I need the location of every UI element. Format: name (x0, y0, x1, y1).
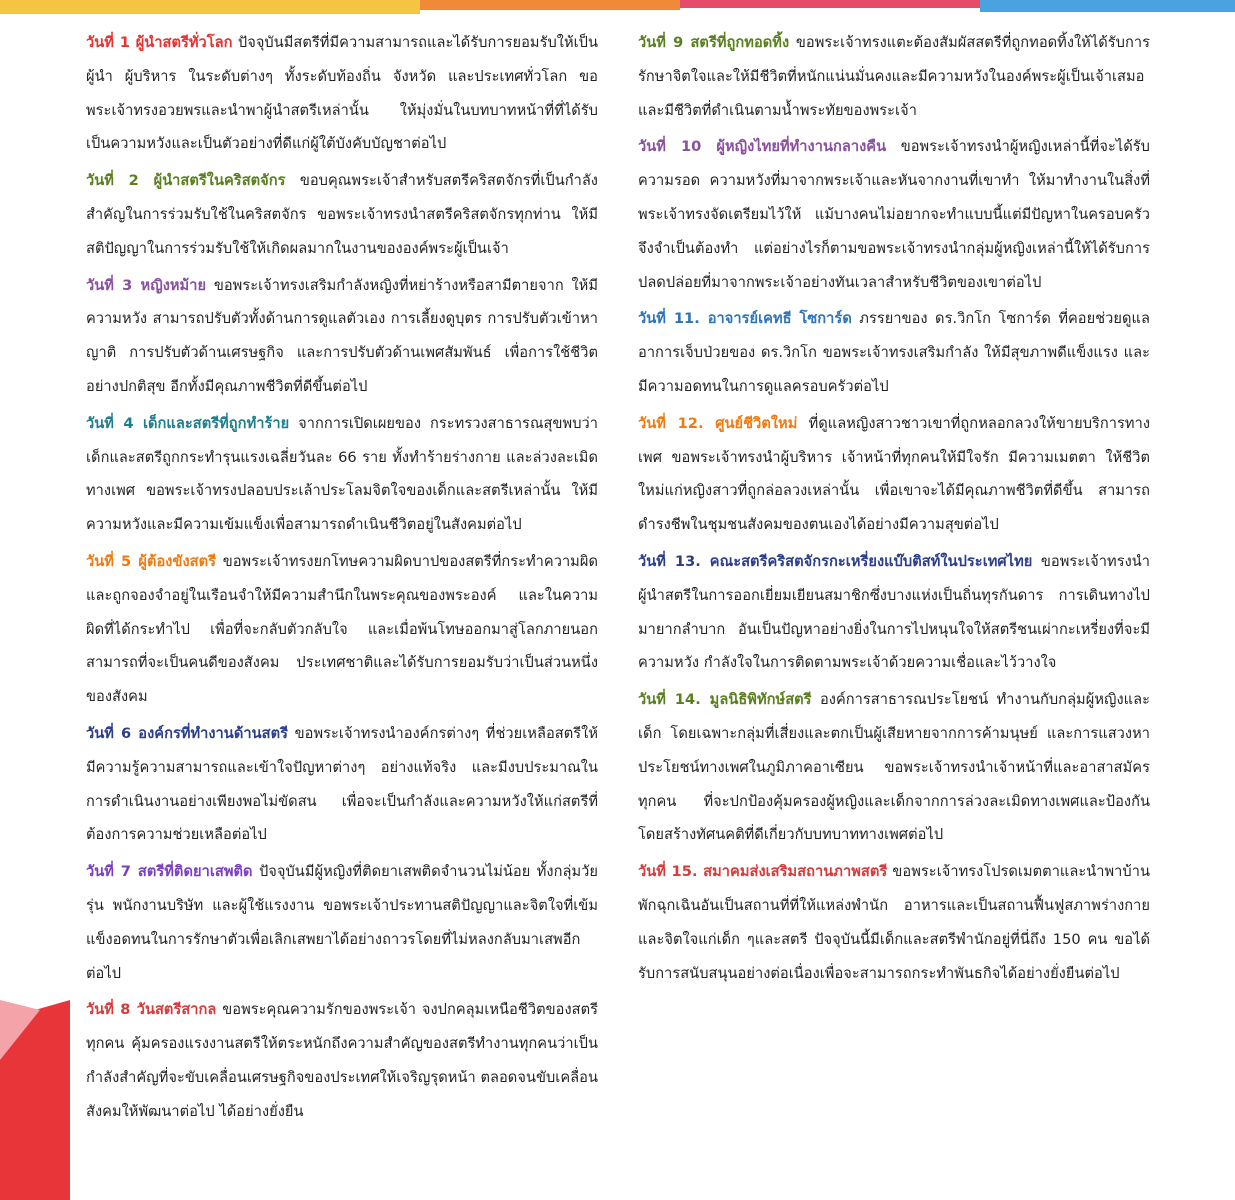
prayer-entry-day-10 (638, 130, 1150, 299)
prayer-entry-day-14 (638, 683, 1150, 852)
entry-title: วันที่ 4 เด็กและสตรีที่ถูกทำร้าย (86, 414, 290, 432)
entry-body: ขอพระเจ้าทรงเสริมกำลังหญิงที่หย่าร้างหรือสามีตายจาก ให้มีความหวัง สามารถปรับตัวทั้งด้านการดูแลตัวเอง การเลี้ยงดูบุตร การปรับตัวเข้าหาญาติ การปรับตัวด้านเศรษฐกิจ และการปรับตัวด้านเพศสัมพันธ์ เพื่อการใช้ชีวิตอย่างปกติสุข อีกทั้งมีคุณภาพชีวิตที่ดีขึ้นต่อไป (86, 276, 598, 395)
entry-body: ขอพระเจ้าทรงยกโทษความผิดบาปของสตรีที่กระทำความผิดและถูกจองจำอยู่ในเรือนจำให้มีความสำนึกในพระคุณของพระองค์ และในความผิดที่ได้กระทำไป เพื่อที่จะกลับตัวกลับใจ และเมื่อพ้นโทษออกมาสู่โลกภายนอก สามารถที่จะเป็นคนดีของสังคม ประเทศชาติและได้รับการยอมรับว่าเป็นส่วนหนึ่งของสังคม (86, 552, 598, 706)
entry-body: ขอพระเจ้าทรงนำองค์กรต่างๆ ที่ช่วยเหลือสตรีให้มีความรู้ความสามารถและเข้าใจปัญหาต่างๆ อย่างแท้จริง และมีงบประมาณในการดำเนินงานอย่างเพียงพอไม่ขัดสน เพื่อจะเป็นกำลังและความหวังให้แก่สตรีที่ต้องการความช่วยเหลือต่อไป (86, 724, 599, 844)
prayer-entry-day-12 (638, 407, 1150, 542)
entry-title: วันที่ 14. มูลนิธิพิทักษ์สตรี (638, 691, 812, 709)
prayer-entry-day-1 (86, 26, 598, 161)
entry-title: วันที่ 3 หญิงหม้าย (86, 276, 207, 294)
prayer-entry-day-11 (638, 302, 1150, 403)
entry-title: วันที่ 11. อาจารย์เคทธี โซการ์ด (638, 310, 852, 328)
entry-title: วันที่ 10 ผู้หญิงไทยที่ทำงานกลางคืน (638, 138, 887, 156)
prayer-entry-day-7 (86, 855, 598, 990)
entry-body: ปัจจุบันมีสตรีที่มีความสามารถและได้รับการยอมรับให้เป็นผู้นำ ผู้บริหาร ในระดับต่างๆ ทั้งระดับท้องถิ่น จังหวัด และประเทศทั่วโลก ขอพระเจ้าทรงอวยพรและนำพาผู้นำสตรีเหล่านั้น ให้มุ่งมั่นในบทบาทหน้าที่ที่ได้รับ เป็นความหวังและเป็นตัวอย่างที่ดีแก่ผู้ใต้บังคับบัญชาต่อไป (86, 34, 598, 153)
entry-body: ขอพระเจ้าทรงแตะต้องสัมผัสสตรีที่ถูกทอดทิ้งให้ได้รับการรักษาจิตใจและให้มีชีวิตที่หนักแน่นมั่นคงและมีความหวังในองค์พระผู้เป็นเจ้าเสมอ และมีชีวิตที่ดำเนินตามน้ำพระทัยของพระเจ้า (638, 34, 1150, 119)
entry-title: วันที่ 1 ผู้นำสตรีทั่วโลก (86, 34, 233, 51)
left-column (86, 26, 598, 1132)
entry-body: ปัจจุบันมีผู้หญิงที่ติดยาเสพติดจำนวนไม่น้อย ทั้งกลุ่มวัยรุ่น พนักงานบริษัท และผู้ใช้แรงงาน ขอพระเจ้าประทานสติปัญญาและจิตใจที่เข้มแข็งอดทนในการรักษาตัวเพื่อเลิกเสพยาได้อย่างถาวรโดยที่ไม่หลงกลับมาเสพอีกต่อไป (86, 863, 598, 982)
entry-body: ภรรยาของ ดร.วิกโก โซการ์ด ที่คอยช่วยดูแลอาการเจ็บป่วยของ ดร.วิกโก ขอพระเจ้าทรงเสริมกำลัง ให้มีสุขภาพดีแข็งแรง และมีความอดทนในการดูแลครอบครัวต่อไป (638, 310, 1150, 395)
prayer-entry-day-5 (86, 545, 598, 714)
prayer-entry-day-2 (86, 164, 598, 265)
entry-body: องค์การสาธารณประโยชน์ ทำงานกับกลุ่มผู้หญิงและเด็ก โดยเฉพาะกลุ่มที่เสี่ยงและตกเป็นผู้เสียหายจากการค้ามนุษย์ และการแสวงหาประโยชน์ทางเพศในภูมิภาคอาเซียน ขอพระเจ้าทรงนำเจ้าหน้าที่และอาสาสมัครทุกคน ที่จะปกป้องคุ้มครองผู้หญิงและเด็กจากการล่วงละเมิดทางเพศและป้องกัน โดยสร้างทัศนคติที่ดีเกี่ยวกับบทบาททางเพศต่อไป (638, 691, 1150, 844)
prayer-entry-day-13 (638, 545, 1150, 680)
prayer-entry-day-9 (638, 26, 1150, 127)
entry-body: ขอพระเจ้าทรงนำผู้หญิงเหล่านี้ที่จะได้รับความรอด ความหวังที่มาจากพระเจ้าและหันจากงานที่เขาทำ ให้มาทำงานในสิ่งที่พระเจ้าทรงจัดเตรียมไว้ให้ แม้บางคนไม่อยากจะทำแบบนี้แต่มีปัญหาในครอบครัวจึงจำเป็นต้องทำ แต่อย่างไรก็ตามขอพระเจ้าทรงนำกลุ่มผู้หญิงเหล่านี้ให้ได้รับการปลดปล่อยที่มาจากพระเจ้าอย่างทันเวลาสำหรับชีวิตของเขาต่อไป (638, 138, 1150, 291)
entry-title: วันที่ 9 สตรีที่ถูกทอดทิ้ง (638, 34, 790, 51)
entry-title: วันที่ 6 องค์กรที่ทำงานด้านสตรี (86, 724, 289, 742)
right-column (638, 26, 1150, 993)
entry-body: ขอบคุณพระเจ้าสำหรับสตรีคริสตจักรที่เป็นกำลังสำคัญในการร่วมรับใช้ในคริสตจักร ขอพระเจ้าทรงนำสตรีคริสตจักรทุกท่าน ให้มีสติปัญญาในการร่วมรับใช้ให้เกิดผลมากในงานขององค์พระผู้เป็นเจ้า (86, 172, 598, 257)
entry-title: วันที่ 2 ผู้นำสตรีในคริสตจักร (86, 172, 286, 190)
entry-title: วันที่ 5 ผู้ต้องขังสตรี (86, 552, 217, 570)
entry-body: จากการเปิดเผยของ กระทรวงสาธารณสุขพบว่า เด็กและสตรีถูกกระทำรุนแรงเฉลี่ยวันละ 66 ราย ทั้งทำร้ายร่างกาย และล่วงละเมิดทางเพศ ขอพระเจ้าทรงปลอบประเล้าประโลมจิตใจของเด็กและสตรีเหล่านั้น ให้มีความหวังและมีความเข้มแข็งเพื่อสามารถดำเนินชีวิตอยู่ในสังคมต่อไป (86, 414, 598, 534)
entry-title: วันที่ 15. สมาคมส่งเสริมสถานภาพสตรี (638, 863, 888, 881)
entry-title: วันที่ 12. ศูนย์ชีวิตใหม่ (638, 414, 798, 432)
entry-title: วันที่ 8 วันสตรีสากล (86, 1001, 217, 1019)
entry-body: ที่ดูแลหญิงสาวชาวเขาที่ถูกหลอกลวงให้ขายบริการทางเพศ ขอพระเจ้าทรงนำผู้บริหาร เจ้าหน้าที่ทุกคนให้มีใจรัก มีความเมตตา ให้ชีวิตใหม่แก่หญิงสาวที่ถูกล่อลวงเหล่านั้น เพื่อเขาจะได้มีคุณภาพชีวิตที่ดีขึ้น สามารถดำรงชีพในชุมชนสังคมของตนเองได้อย่างมีความสุขต่อไป (638, 414, 1150, 534)
corner-decoration (0, 1000, 70, 1200)
entry-title: วันที่ 13. คณะสตรีคริสตจักรกะเหรี่ยงแบ๊บติสท์ในประเทศไทย (638, 552, 1033, 570)
entry-body: ขอพระเจ้าทรงโปรดเมตตาและนำพาบ้านพักฉุกเฉินอันเป็นสถานที่ที่ให้แหล่งพำนัก อาหารและเป็นสถานฟื้นฟูสภาพร่างกายและจิตใจแก่เด็ก ๆและสตรี ปัจจุบันนี้มีเด็กและสตรีพำนักอยู่ที่นี่ถึง 150 คน ขอได้รับการสนับสนุนอย่างต่อเนื่องเพื่อจะสามารถกระทำพันธกิจได้อย่างยั่งยืนต่อไป (638, 863, 1150, 982)
prayer-entry-day-6 (86, 717, 598, 852)
top-decoration (0, 0, 1235, 20)
entry-body: ขอพระเจ้าทรงนำผู้นำสตรีในการออกเยี่ยมเยียนสมาชิกซึ่งบางแห่งเป็นถิ่นทุรกันดาร การเดินทางไปมายากลำบาก อันเป็นปัญหาอย่างยิ่งในการไปหนุนใจให้สตรีชนเผ่ากะเหรี่ยงที่จะมีความหวัง กำลังใจในการติดตามพระเจ้าด้วยความเชื่อและไว้วางใจ (638, 552, 1150, 672)
entry-body: ขอพระคุณความรักของพระเจ้า จงปกคลุมเหนือชีวิตของสตรีทุกคน คุ้มครองแรงงานสตรีให้ตระหนักถึงความสำคัญของสตรีทำงานทุกคนว่าเป็นกำลังสำคัญที่จะขับเคลื่อนเศรษฐกิจของประเทศให้เจริญรุดหน้า ตลอดจนขับเคลื่อนสังคมให้พัฒนาต่อไป ได้อย่างยั่งยืน (86, 1001, 598, 1120)
prayer-entry-day-15 (638, 855, 1150, 990)
prayer-entry-day-3 (86, 269, 598, 404)
prayer-entry-day-8 (86, 993, 598, 1128)
prayer-entry-day-4 (86, 407, 598, 542)
entry-title: วันที่ 7 สตรีที่ติดยาเสพติด (86, 863, 253, 881)
